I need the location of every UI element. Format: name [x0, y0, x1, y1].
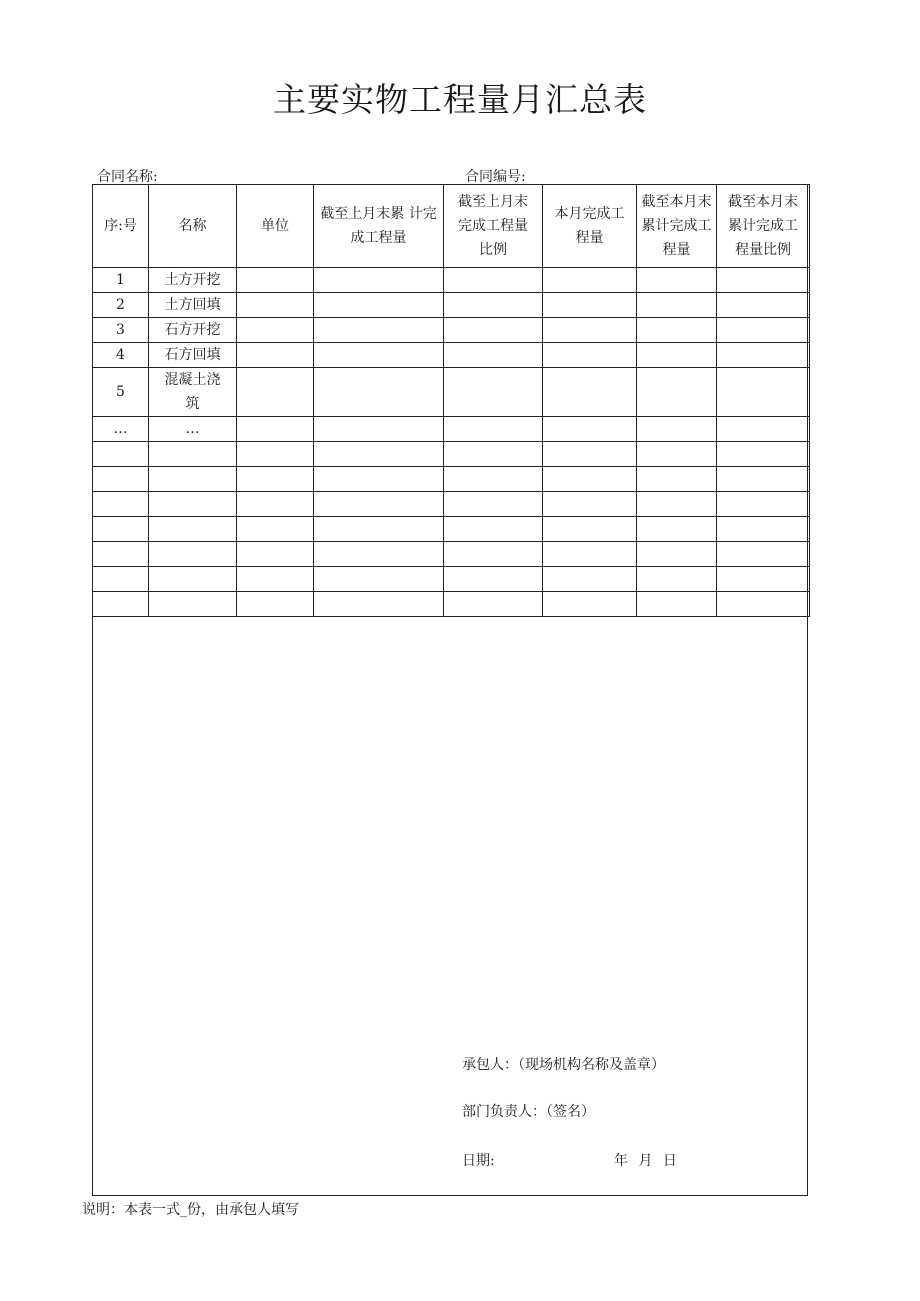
col-header-name: 名称 [149, 185, 237, 268]
table-row [93, 417, 810, 442]
row-seq: 3 [93, 318, 149, 343]
cell[interactable] [717, 492, 810, 517]
cell[interactable] [237, 318, 314, 343]
cell[interactable] [314, 567, 444, 592]
cell[interactable] [637, 268, 717, 293]
cell[interactable] [717, 293, 810, 318]
cell[interactable] [444, 293, 543, 318]
row-name: 土方开挖 [149, 268, 237, 293]
cell[interactable] [444, 368, 543, 417]
cell[interactable] [543, 318, 637, 343]
empty-row [93, 442, 810, 467]
cell[interactable] [543, 492, 637, 517]
footnote: 说明：本表一式_份，由承包人填写 [82, 1202, 299, 1218]
cell[interactable] [444, 318, 543, 343]
cell[interactable] [314, 343, 444, 368]
cell[interactable] [637, 318, 717, 343]
cell[interactable] [93, 442, 149, 467]
cell[interactable] [314, 268, 444, 293]
cell[interactable] [149, 442, 237, 467]
cell[interactable] [314, 542, 444, 567]
cell[interactable] [444, 492, 543, 517]
cell[interactable] [93, 467, 149, 492]
col-header-prev-cumulative: 截至上月末累 计完成工程量 [314, 185, 444, 268]
table-row [93, 343, 810, 368]
cell[interactable] [543, 542, 637, 567]
cell[interactable] [237, 368, 314, 417]
cell[interactable] [637, 442, 717, 467]
col-header-prev-ratio: 截至上月末完成工程量比例 [444, 185, 543, 268]
row-seq: 1 [93, 268, 149, 293]
cell[interactable] [149, 517, 237, 542]
cell[interactable] [543, 343, 637, 368]
quantity-summary-table [92, 184, 810, 617]
cell[interactable] [717, 318, 810, 343]
row-seq: 4 [93, 343, 149, 368]
cell[interactable] [149, 467, 237, 492]
table-row [93, 318, 810, 343]
cell[interactable] [237, 343, 314, 368]
cell[interactable] [237, 592, 314, 617]
col-header-this-month: 本月完成工程量 [543, 185, 637, 268]
empty-row [93, 517, 810, 542]
cell[interactable] [314, 592, 444, 617]
cell[interactable] [314, 417, 444, 442]
contract-name-label: 合同名称: [97, 169, 158, 185]
cell[interactable] [637, 592, 717, 617]
contract-number-label: 合同编号: [465, 169, 526, 185]
cell[interactable] [237, 268, 314, 293]
cell[interactable] [543, 442, 637, 467]
empty-row [93, 592, 810, 617]
row-seq: 2 [93, 293, 149, 318]
cell[interactable] [237, 417, 314, 442]
cell[interactable] [717, 417, 810, 442]
cell[interactable] [93, 517, 149, 542]
cell[interactable] [237, 293, 314, 318]
cell[interactable] [637, 542, 717, 567]
cell[interactable] [637, 417, 717, 442]
row-name: … [149, 417, 237, 442]
cell[interactable] [543, 293, 637, 318]
cell[interactable] [637, 517, 717, 542]
cell[interactable] [717, 368, 810, 417]
page-title: 主要实物工程量月汇总表 [273, 80, 647, 119]
cell[interactable] [543, 417, 637, 442]
cell[interactable] [444, 417, 543, 442]
cell[interactable] [444, 343, 543, 368]
cell[interactable] [543, 567, 637, 592]
cell[interactable] [93, 492, 149, 517]
cell[interactable] [237, 467, 314, 492]
date-fields: 年 月 日 [614, 1153, 677, 1169]
table-row [93, 368, 810, 417]
cell[interactable] [637, 293, 717, 318]
empty-row [93, 567, 810, 592]
col-header-curr-ratio: 截至本月末累计完成工程量比例 [717, 185, 810, 268]
cell[interactable] [543, 268, 637, 293]
cell[interactable] [444, 467, 543, 492]
row-name: 石方开挖 [149, 318, 237, 343]
cell[interactable] [149, 567, 237, 592]
dept-head-signature-line: 部门负责人：（签名） [462, 1104, 595, 1120]
empty-row [93, 467, 810, 492]
cell[interactable] [314, 492, 444, 517]
cell[interactable] [717, 592, 810, 617]
table-row [93, 293, 810, 318]
cell[interactable] [543, 592, 637, 617]
cell[interactable] [444, 542, 543, 567]
cell[interactable] [149, 592, 237, 617]
cell[interactable] [717, 517, 810, 542]
cell[interactable] [93, 567, 149, 592]
cell[interactable] [543, 467, 637, 492]
cell[interactable] [717, 442, 810, 467]
cell[interactable] [444, 592, 543, 617]
cell[interactable] [93, 592, 149, 617]
cell[interactable] [717, 268, 810, 293]
cell[interactable] [237, 567, 314, 592]
cell[interactable] [637, 343, 717, 368]
date-label: 日期: [462, 1153, 495, 1169]
col-header-unit: 单位 [237, 185, 314, 268]
cell[interactable] [637, 492, 717, 517]
cell[interactable] [314, 517, 444, 542]
cell[interactable] [314, 293, 444, 318]
empty-row [93, 492, 810, 517]
cell[interactable] [637, 467, 717, 492]
cell[interactable] [444, 268, 543, 293]
cell[interactable] [717, 467, 810, 492]
cell[interactable] [444, 442, 543, 467]
cell[interactable] [717, 567, 810, 592]
col-header-curr-cumulative: 截至本月末累计完成工程量 [637, 185, 717, 268]
cell[interactable] [237, 517, 314, 542]
cell[interactable] [444, 567, 543, 592]
cell[interactable] [314, 442, 444, 467]
cell[interactable] [149, 492, 237, 517]
cell[interactable] [149, 542, 237, 567]
row-name: 混凝土浇筑 [149, 368, 237, 417]
empty-row [93, 542, 810, 567]
cell[interactable] [543, 368, 637, 417]
cell[interactable] [93, 542, 149, 567]
row-name: 土方回填 [149, 293, 237, 318]
table-header-row [93, 185, 810, 268]
cell[interactable] [543, 517, 637, 542]
row-name: 石方回填 [149, 343, 237, 368]
cell[interactable] [237, 442, 314, 467]
row-seq: 5 [93, 368, 149, 417]
cell[interactable] [237, 492, 314, 517]
cell[interactable] [637, 567, 717, 592]
cell[interactable] [314, 368, 444, 417]
row-seq: … [93, 417, 149, 442]
cell[interactable] [237, 542, 314, 567]
cell[interactable] [717, 343, 810, 368]
cell[interactable] [314, 318, 444, 343]
cell[interactable] [444, 517, 543, 542]
table-row [93, 268, 810, 293]
cell[interactable] [637, 368, 717, 417]
contractor-signature-line: 承包人：（现场机构名称及盖章） [462, 1057, 665, 1073]
cell[interactable] [314, 467, 444, 492]
cell[interactable] [717, 542, 810, 567]
col-header-seq: 序:号 [93, 185, 149, 268]
